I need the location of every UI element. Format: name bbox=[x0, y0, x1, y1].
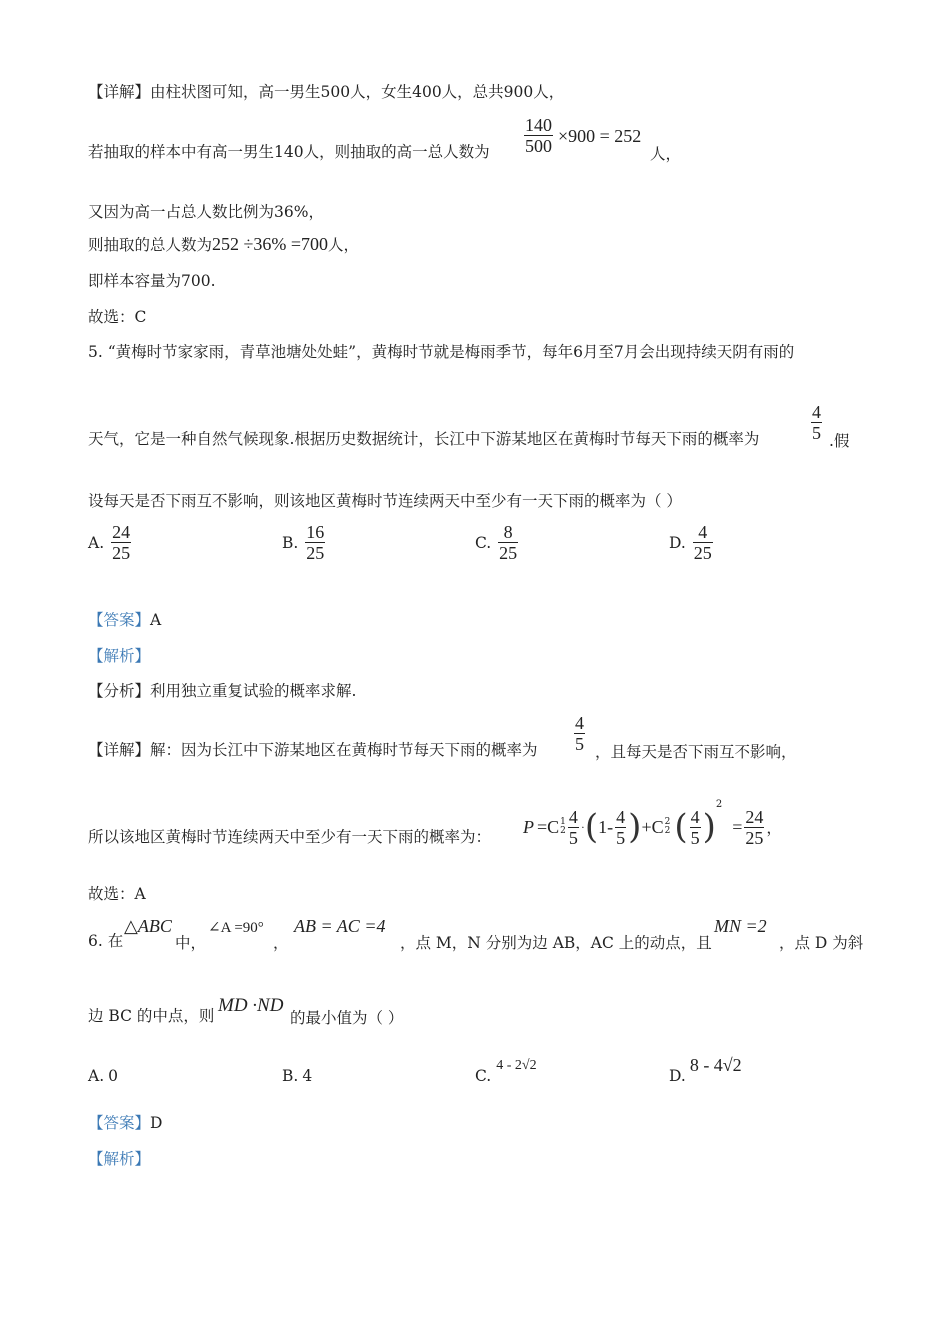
frac-denominator: 500 bbox=[525, 136, 552, 156]
frac-numerator: 4 bbox=[698, 522, 708, 542]
option-a[interactable] bbox=[88, 1067, 118, 1085]
frac-denominator: 25 bbox=[306, 543, 325, 563]
detail-line-6: 故选：C bbox=[88, 308, 147, 326]
right-paren: ) bbox=[628, 807, 642, 847]
question-6-line-2: 边 BC 的中点，则 bbox=[88, 1007, 215, 1025]
detail-text: 则抽取的总人数为 bbox=[88, 236, 213, 254]
formula-eq: =C bbox=[537, 816, 560, 837]
mn-equation: MN =2 bbox=[714, 916, 767, 936]
frac-denominator: 25 bbox=[745, 827, 764, 848]
question-text: ，点 D 为斜 bbox=[779, 934, 864, 952]
triangle-abc: △ABC bbox=[124, 916, 172, 936]
frac-numerator: 4 bbox=[575, 713, 584, 733]
formula-one-minus: 1- bbox=[598, 816, 614, 837]
analysis-label: 【解析】 bbox=[88, 1150, 151, 1168]
fenxi-label: 【分析】 bbox=[88, 682, 151, 700]
question-text: ，点 M，N 分别为边 AB，AC 上的动点，且 bbox=[400, 934, 712, 952]
option-b[interactable] bbox=[282, 522, 327, 563]
question-text: 的最小值为（ ） bbox=[290, 1009, 404, 1027]
fenxi-line bbox=[88, 681, 356, 701]
combo-sup: 1 bbox=[560, 817, 566, 827]
formula-p: P bbox=[523, 816, 534, 837]
question-text: 中， bbox=[175, 934, 207, 952]
frac-numerator: 4 bbox=[812, 402, 821, 422]
fraction-4-5 bbox=[809, 402, 824, 443]
left-paren: ( bbox=[674, 807, 688, 847]
answer-label: 【答案】 bbox=[88, 1114, 151, 1132]
frac-numerator: 4 bbox=[690, 806, 700, 827]
option-label: A. bbox=[88, 1067, 105, 1085]
answer-value: A bbox=[150, 611, 162, 629]
question-5-line-2: 天气，它是一种自然气候现象.根据历史数据统计，长江中下游某地区在黄梅时节每天下雨的概率为 bbox=[88, 430, 760, 448]
frac-numerator: 24 bbox=[745, 806, 764, 827]
option-value: 4 bbox=[302, 1067, 313, 1085]
question-5-line-3: 设每天是否下雨互不影响，则该地区黄梅时节连续两天中至少有一天下雨的概率为（ ） bbox=[88, 492, 682, 510]
fenxi-text: 利用独立重复试验的概率求解. bbox=[150, 682, 357, 700]
option-label: A. bbox=[88, 533, 105, 552]
detail-line-4 bbox=[88, 234, 359, 255]
fraction-4-5 bbox=[572, 713, 587, 754]
answer-label: 【答案】 bbox=[88, 611, 151, 629]
option-label: D. bbox=[669, 533, 686, 552]
detail-line-1 bbox=[88, 82, 564, 102]
conclusion-line: 故选：A bbox=[88, 885, 146, 903]
frac-denominator: 5 bbox=[690, 827, 700, 848]
frac-denominator: 5 bbox=[575, 734, 584, 754]
detail-text: 人， bbox=[650, 145, 682, 163]
option-label: B. bbox=[282, 1067, 299, 1085]
analysis-label: 【解析】 bbox=[88, 647, 151, 665]
frac-numerator: 16 bbox=[306, 522, 325, 542]
formula-eq2: = bbox=[732, 816, 743, 837]
frac-denominator: 25 bbox=[112, 543, 131, 563]
vector-dot-product: MD ·ND bbox=[218, 995, 284, 1016]
answer-line bbox=[88, 1113, 162, 1133]
frac-numerator: 8 bbox=[503, 522, 513, 542]
option-d[interactable] bbox=[669, 1055, 742, 1085]
detail-label: 【详解】 bbox=[88, 83, 151, 101]
detail-label: 【详解】 bbox=[88, 741, 151, 759]
option-c[interactable] bbox=[475, 522, 520, 563]
answer-line bbox=[88, 610, 161, 630]
option-label: B. bbox=[282, 533, 299, 552]
option-value: 8 - 4√2 bbox=[689, 1055, 742, 1075]
detail-line-2 bbox=[88, 118, 490, 162]
frac-denominator: 5 bbox=[812, 423, 821, 443]
formula-dot: · bbox=[580, 819, 585, 834]
option-value: 0 bbox=[108, 1067, 118, 1085]
option-label: D. bbox=[669, 1067, 686, 1085]
frac-denominator: 5 bbox=[616, 827, 626, 848]
answer-value: D bbox=[150, 1114, 163, 1132]
frac-numerator: 4 bbox=[616, 806, 626, 827]
question-5-line-1: 5. “黄梅时节家家雨，青草池塘处处蛙”，黄梅时节就是梅雨季节，每年6月至7月会出现持续天阴有雨的 bbox=[88, 343, 795, 361]
frac-numerator: 140 bbox=[525, 115, 552, 135]
option-value: 4 - 2√2 bbox=[496, 1058, 537, 1073]
formula-plus: +C bbox=[641, 816, 664, 837]
detail-line-3: 又因为高一占总人数比例为36%， bbox=[88, 203, 324, 221]
option-c[interactable] bbox=[475, 1058, 537, 1085]
detail-text: 解：因为长江中下游某地区在黄梅时节每天下雨的概率为 bbox=[150, 741, 538, 759]
calc-expression: 252 ÷36% =700 bbox=[212, 234, 329, 254]
frac-denominator: 25 bbox=[693, 543, 712, 563]
formula-comma: ， bbox=[766, 819, 782, 837]
left-paren: ( bbox=[584, 807, 599, 847]
combo-sub: 2 bbox=[664, 826, 671, 836]
angle-a: ∠A =90° bbox=[208, 920, 264, 936]
detail-line-2: 所以该地区黄梅时节连续两天中至少有一天下雨的概率为： bbox=[88, 828, 492, 846]
combo-sub: 2 bbox=[560, 826, 566, 836]
option-label: C. bbox=[475, 1067, 492, 1085]
calc-expression: ×900 = 252 bbox=[558, 126, 642, 146]
option-label: C. bbox=[475, 533, 492, 552]
detail-line bbox=[88, 740, 538, 760]
fraction-140-500 bbox=[522, 115, 555, 156]
frac-denominator: 5 bbox=[568, 827, 578, 848]
formula-power: 2 bbox=[715, 799, 723, 810]
combo-sup: 2 bbox=[664, 817, 671, 827]
frac-numerator: 4 bbox=[568, 806, 578, 827]
detail-text: 若抽取的样本中有高一男生140人，则抽取的高一总人数为 bbox=[88, 143, 490, 161]
question-6-num: 6. 在 bbox=[88, 932, 124, 950]
option-b[interactable] bbox=[282, 1067, 312, 1085]
probability-formula bbox=[523, 797, 782, 857]
detail-text: 由柱状图可知，高一男生500人，女生400人，总共900人， bbox=[150, 83, 565, 101]
right-paren: ) bbox=[702, 807, 716, 847]
frac-numerator: 24 bbox=[112, 522, 131, 542]
ab-ac-equation: AB = AC =4 bbox=[294, 916, 386, 936]
question-text: .假 bbox=[829, 432, 850, 450]
detail-line-5: 即样本容量为700. bbox=[88, 272, 216, 290]
option-d[interactable] bbox=[669, 522, 715, 563]
frac-denominator: 25 bbox=[499, 543, 518, 563]
detail-text: 人， bbox=[328, 236, 360, 254]
detail-text: ，且每天是否下雨互不影响， bbox=[595, 743, 797, 761]
option-a[interactable] bbox=[88, 522, 133, 563]
question-text: ， bbox=[273, 934, 289, 952]
